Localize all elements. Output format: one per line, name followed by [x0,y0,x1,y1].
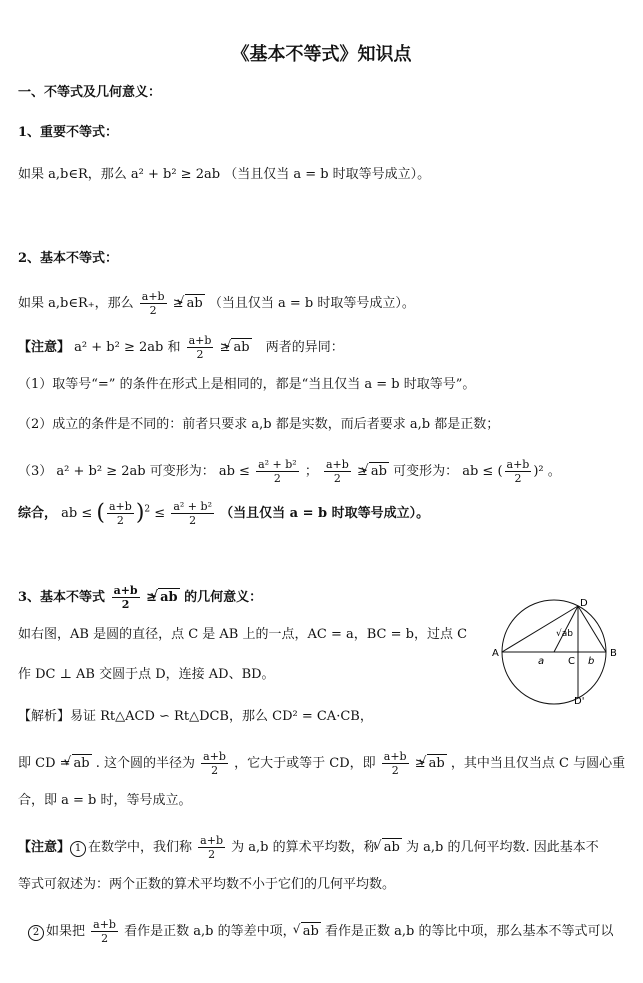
point3-fraction-3: $\frac{a+b}{2}$ [506,458,530,485]
note2-line-2: 等式可叙述为：两个正数的算术平均数不小于它们的几何平均数。 [18,877,396,892]
item3-fraction: $\frac{a+b}{2}$ [113,584,138,611]
note-text: 两者的异同： [265,340,344,355]
analysis-fraction-2: $\frac{a+b}{2}$ [383,750,407,777]
item2-fraction: $\frac{a+b}{2}$ [141,290,165,317]
point3-sqrt: √ ab [369,462,389,481]
note2-line-1: 【注意】 1 在数学中，我们称 $\frac{a+b}{2}$ 为 a,b 的算术平均数，称 √ ab 为 a,b 的几何平均数. 因此基本不 [18,834,599,861]
analysis-line-3: 合，即 a = b 时，等号成立。 [18,793,192,808]
summary-fraction-2: $\frac{\text{a² + b²}}{2}$ [173,500,212,527]
geo-line-1: 如右图，AB 是圆的直径，点 C 是 AB 上的一点，AC = a，BC = b，过点 C [18,627,468,642]
item1-heading: 1、重要不等式： [18,125,119,140]
note3-line: 2 如果把 $\frac{a+b}{2}$ 看作是正数 a,b 的等差中项， √ ab 看作是正数 a,b 的等比中项，那么基本不等式可以 [28,918,613,945]
point3: （3） a² + b² ≥ 2ab 可变形为： ab ≤ $\frac{\text{a² + b²}}{2}$ ； $\frac{a+b}{2}$ ≥√ ab 可变形为： ab ≤ ( $\frac{a+b}{2}$ )² 。 [18,458,561,485]
geo-line-2: 作 DC ⊥ AB 交圆于点 D，连接 AD、BD。 [18,667,275,682]
summary-label: 综合， [18,506,58,521]
item2-text-a: 如果 a,b∈R₊，那么 [18,296,134,311]
note3-fraction: $\frac{a+b}{2}$ [93,918,116,945]
analysis-fraction-1: $\frac{a+b}{2}$ [203,750,226,777]
item2-heading: 2、基本不等式： [18,251,119,266]
label-a-length: a [538,656,545,667]
item1-text [18,166,430,184]
analysis-line-1: 【解析】易证 Rt△ACD ∽ Rt△DCB，那么 CD² = CA·CB， [18,709,373,724]
circled-number-1: 1 [70,841,86,857]
note-eq1: a² + b² ≥ 2ab 和 [74,340,181,355]
note-fraction: $\frac{a+b}{2}$ [188,334,212,361]
section-heading-1: 一、不等式及几何意义： [18,85,162,100]
label-b-point: B [610,648,617,659]
point3-fraction-1: $\frac{\text{a² + b²}}{2}$ [258,458,297,485]
item3-sqrt: √ ab [158,588,180,607]
item2-sqrt: √ ab [185,294,205,313]
item1-text-b: （当且仅当 a = b 时取等号成立）。 [224,167,431,182]
note-line: 【注意】 a² + b² ≥ 2ab 和 $\frac{a+b}{2}$ ≥√ ab 两者的异同： [18,334,344,361]
label-b-length: b [588,656,595,667]
note3-sqrt: √ ab [301,922,321,941]
label-sqrt-ab: √ab [556,629,573,639]
point1: （1）取等号“=” 的条件在形式上是相同的，都是“当且仅当 a = b 时取等号”。 [18,377,476,392]
item2-text: 如果 a,b∈R₊，那么 $\frac{a+b}{2}$ ≥√ ab （当且仅当 a = b 时取等号成立）。 [18,290,415,317]
point3-fraction-2: $\frac{a+b}{2}$ [326,458,349,485]
label-c-point: C [568,656,575,667]
label-d-point: D [580,598,588,609]
label-a-point: A [492,648,499,659]
item2-text-b: （当且仅当 a = b 时取等号成立）。 [208,296,415,311]
note2-sqrt: √ ab [382,838,402,857]
point2: （2）成立的条件是不同的：前者只要求 a,b 都是实数，而后者要求 a,b 都是正数； [18,417,500,432]
note2-fraction: $\frac{a+b}{2}$ [200,834,223,861]
note-label: 【注意】 [18,340,71,355]
analysis-sqrt-1: √ ab [72,754,92,773]
note-sqrt: √ ab [231,338,251,357]
summary-fraction-1: $\frac{a+b}{2}$ [109,500,132,527]
page-title: 《基本不等式》知识点 [231,44,412,65]
item3-heading: 3、基本不等式 $\frac{a+b}{2}$ ≥√ ab 的几何意义： [18,584,262,611]
segment-bd [578,606,606,652]
circled-number-2: 2 [28,925,44,941]
item1-text-a: 如果 a,b∈R，那么 a² + b² ≥ 2ab [18,167,221,182]
analysis-sqrt-2: √ ab [427,754,447,773]
label-d-prime: D' [574,696,585,707]
summary-line: 综合， ab ≤ ( $\frac{a+b}{2}$ )$^2$ ≤ $\frac{\text{a² + b²}}{2}$ （当且仅当 a = b 时取等号成立）。 [18,500,430,527]
circle-figure [488,596,638,708]
analysis-line-2: 即 CD =√ ab . 这个圆的半径为 $\frac{a+b}{2}$ ，它大于或等于 CD，即 $\frac{a+b}{2}$ ≥√ ab ，其中当且仅当点 C 与圆心重 [18,750,625,777]
